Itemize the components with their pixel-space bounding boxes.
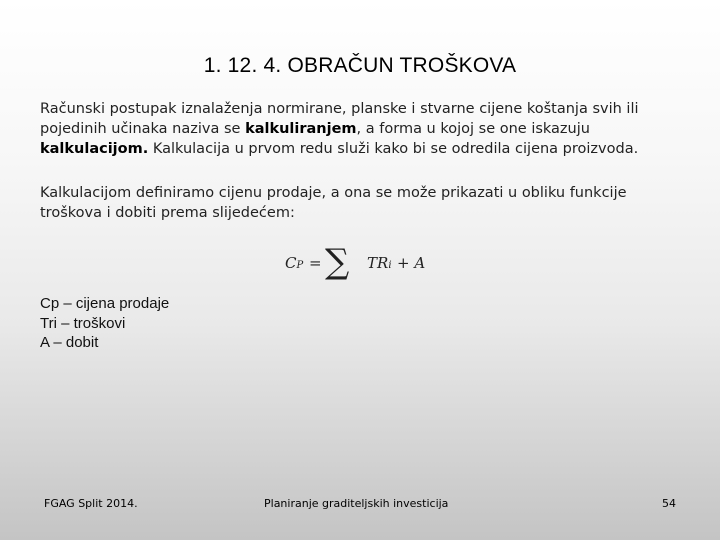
paragraph-price-function: Kalkulacijom definiramo cijenu prodaje, a ona se može prikazati u obliku funkcije troškova i dobiti prema slijedećem: bbox=[40, 185, 627, 221]
formula-plus-term: + A bbox=[397, 254, 426, 272]
formula-legend bbox=[40, 294, 169, 353]
footer-center: Planiranje graditeljskih investicija bbox=[264, 497, 449, 510]
formula-equals: = bbox=[309, 254, 322, 272]
legend-item: Cp – cijena prodaje bbox=[40, 295, 170, 312]
slide-title: 1. 12. 4. OBRAČUN TROŠKOVA bbox=[203, 54, 517, 77]
paragraph-text: Kalkulacija u prvom redu služi kako bi se odredila cijena proizvoda. bbox=[148, 141, 639, 157]
page-number: 54 bbox=[662, 497, 676, 510]
term-kalkulacija: kalkulacijom. bbox=[40, 141, 149, 157]
paragraph-text: , a forma u kojoj se one iskazuju bbox=[356, 121, 590, 137]
legend-item: A – dobit bbox=[40, 334, 99, 351]
paragraph-text: Računski postupak iznalaženja normirane, planske i stvarne cijene koštanja svih ili pojedinih učinaka naziva se bbox=[40, 101, 639, 137]
formula-lhs: CP bbox=[285, 254, 304, 272]
term-kalkuliranje: kalkuliranjem bbox=[245, 121, 357, 137]
footer-left: FGAG Split 2014. bbox=[44, 497, 138, 510]
sigma-symbol: ∑ bbox=[325, 242, 350, 282]
paragraph-calculation-definition bbox=[40, 99, 680, 159]
legend-item: Tri – troškovi bbox=[40, 314, 126, 332]
formula-term: TRi bbox=[367, 254, 392, 272]
